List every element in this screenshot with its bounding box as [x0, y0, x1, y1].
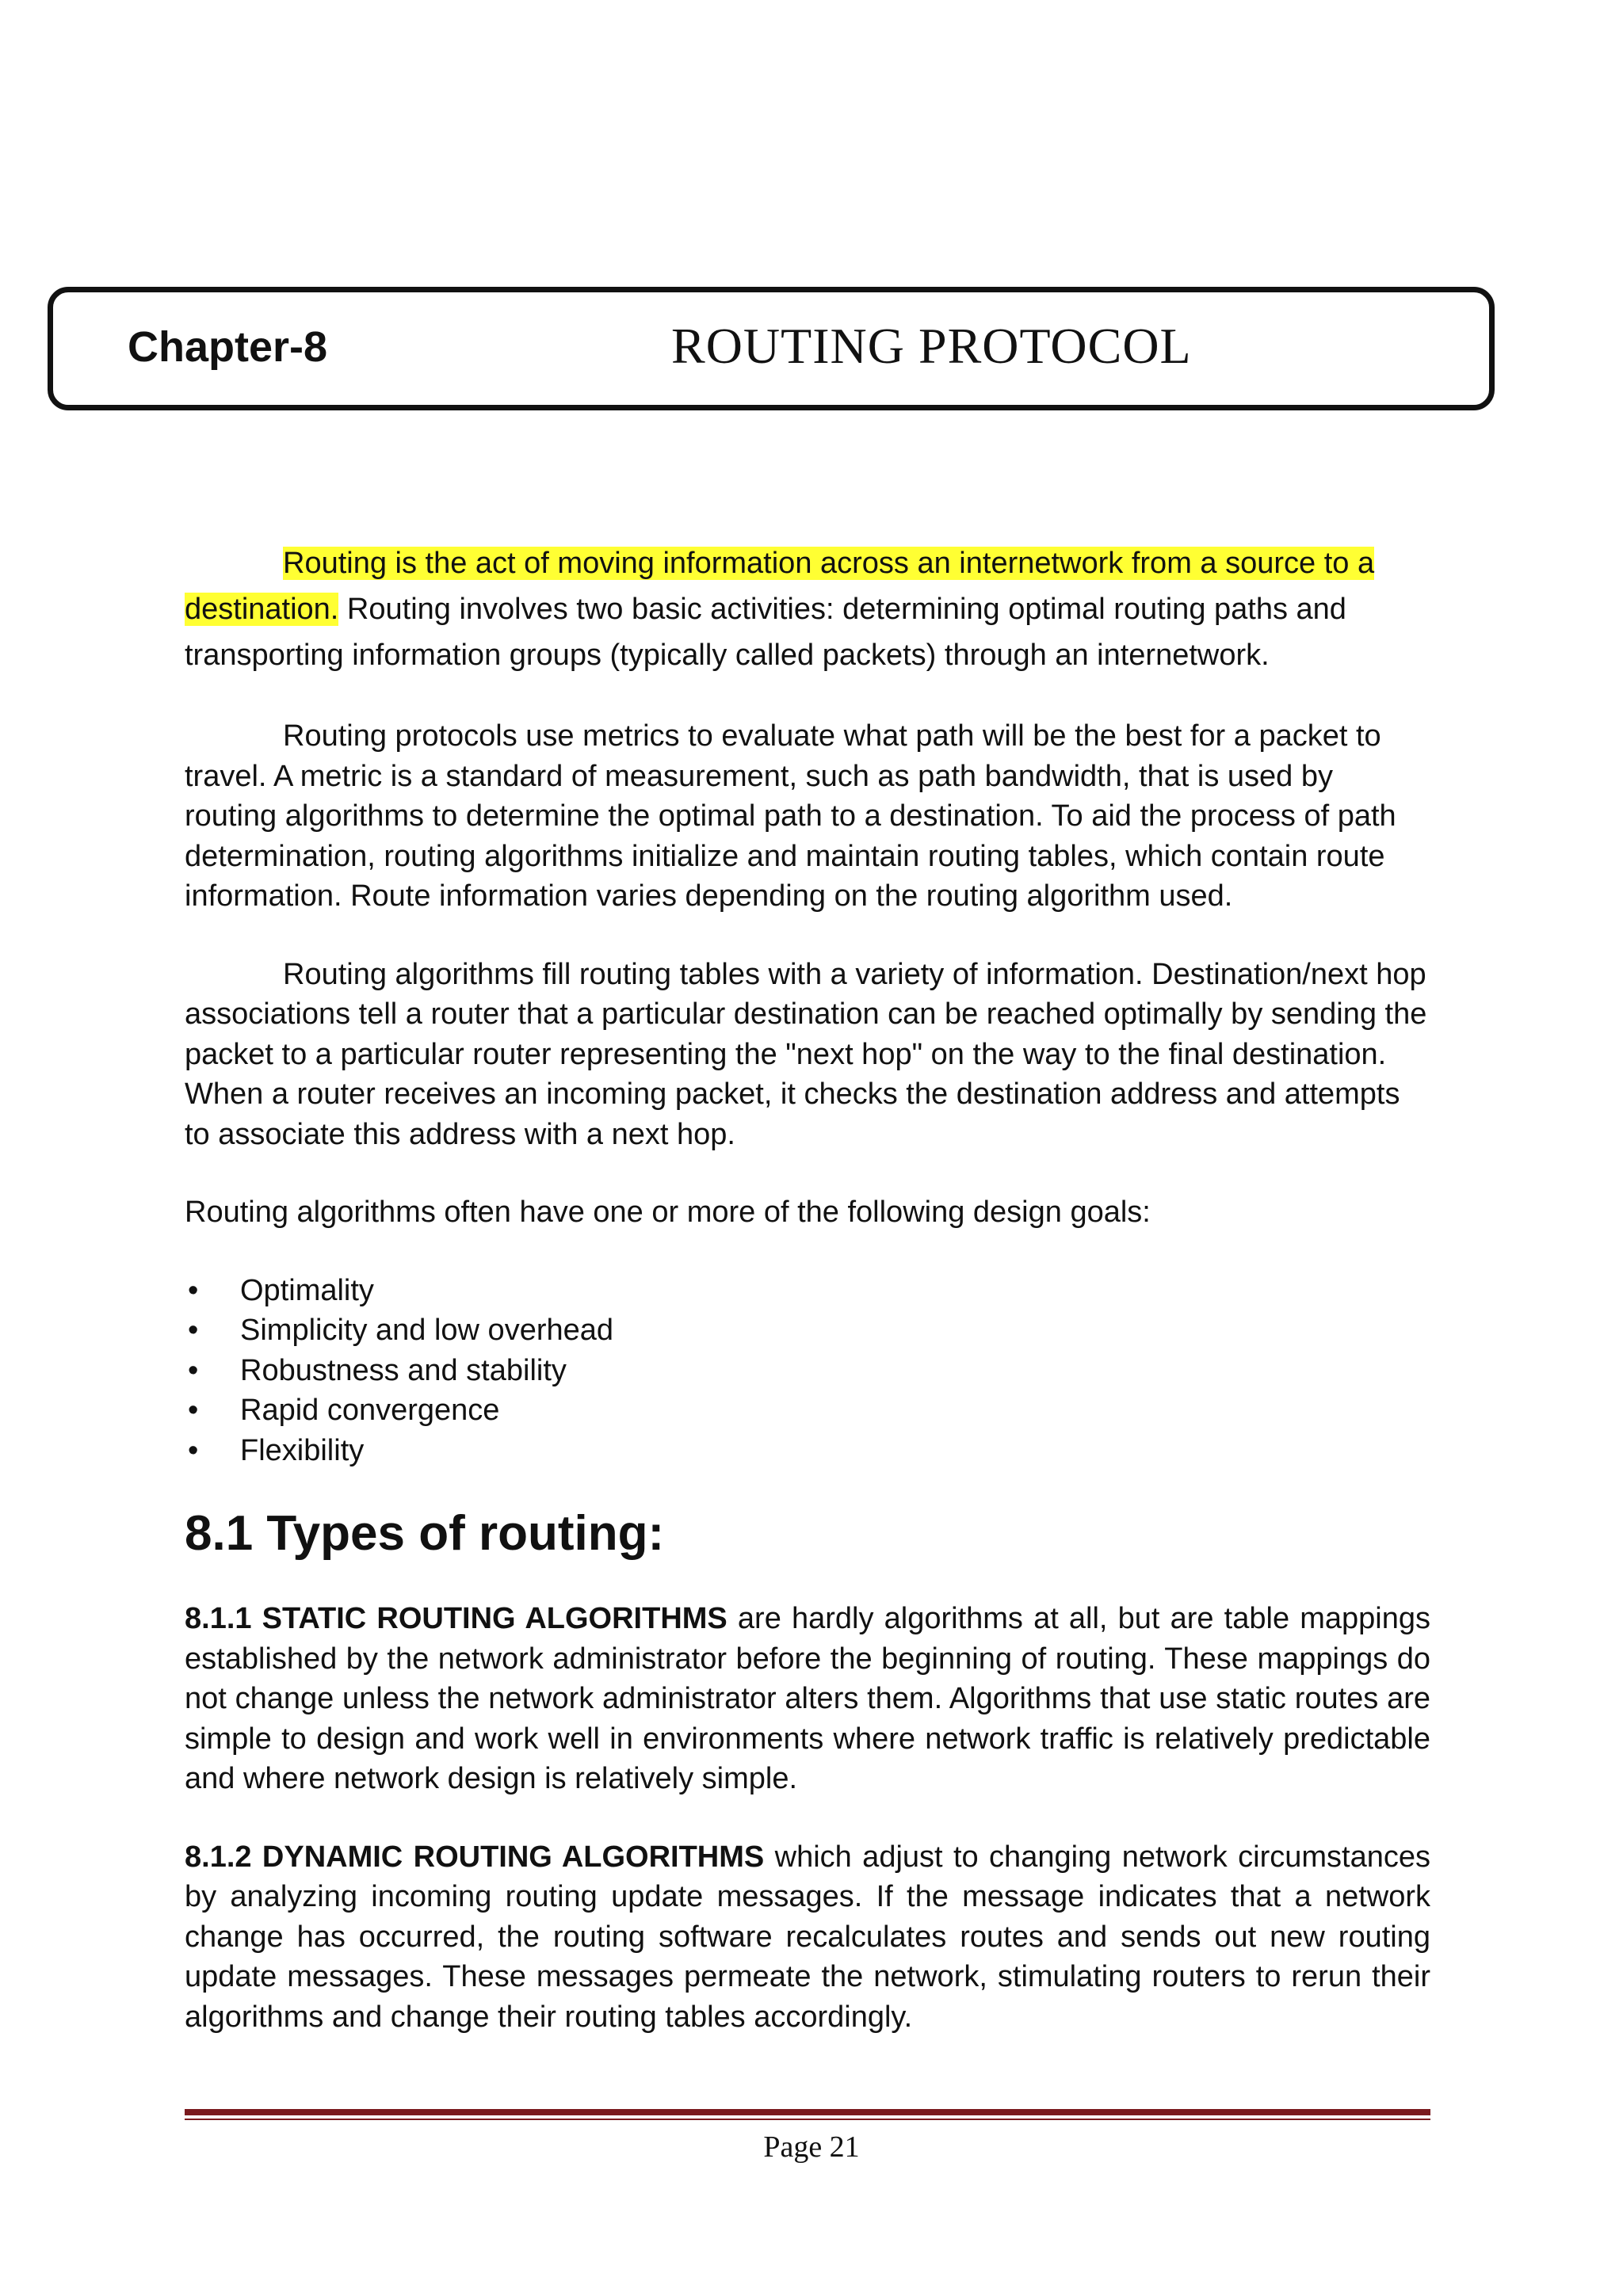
highlighted-definition: Routing is the act of moving information across an internetwork from a source to a destination.	[185, 547, 1375, 626]
document-body	[185, 540, 1430, 2075]
chapter-title: ROUTING PROTOCOL	[671, 318, 1192, 374]
design-goals-list	[185, 1271, 1430, 1471]
design-goals-intro: Routing algorithms often have one or more of the following design goals:	[185, 1196, 1151, 1229]
bullet-icon: •	[188, 1394, 199, 1427]
static-routing-paragraph: 8.1.1 STATIC ROUTING ALGORITHMS are hardly algorithms at all, but are table mappings established by the network administrator before the beginning of routing. These mappings do not change unless the network administrator alters them. Algorithms that use static routes are simple to design and work well in environments where network traffic is relatively predictable and where network design is relatively simple.	[185, 1602, 1430, 1795]
section-heading: 8.1 Types of routing:	[185, 1506, 665, 1561]
chapter-label: Chapter-8	[128, 323, 328, 371]
intro-rest: Routing involves two basic activities: determining optimal routing paths and transporting information groups (typically called packets) through an internetwork.	[185, 593, 1346, 672]
footer-rule-thick	[185, 2109, 1430, 2115]
list-item: • Simplicity and low overhead	[185, 1310, 1430, 1351]
metrics-paragraph: Routing protocols use metrics to evaluate what path will be the best for a packet to travel. A metric is a standard of measurement, such as path bandwidth, that is used by routing algorithms to determine the optimal path to a destination. To aid the process of path determination, routing algorithms initialize and maintain routing tables, which contain route information. Route information varies depending on the routing algorithm used.	[185, 719, 1396, 913]
chapter-header-box	[48, 287, 1495, 410]
bullet-icon: •	[188, 1314, 199, 1347]
dynamic-routing-paragraph: 8.1.2 DYNAMIC ROUTING ALGORITHMS which adjust to changing network circumstances by analyzing incoming routing update messages. If the message indicates that a network change has occurred, the routing software recalculates routes and sends out new routing update messages. These messages permeate the network, stimulating routers to rerun their algorithms and change their routing tables accordingly.	[185, 1840, 1430, 2034]
bullet-icon: •	[188, 1353, 199, 1387]
page-number: Page 21	[763, 2130, 860, 2164]
list-item: • Robustness and stability	[185, 1351, 1430, 1391]
routing-tables-paragraph: Routing algorithms fill routing tables with a variety of information. Destination/next hop associations tell a router that a particular destination can be reached optimally by sending the packet to a particular router representing the "next hop" on the way to the final destination. When a router receives an incoming packet, it checks the destination address and attempts to associate this address with a next hop.	[185, 957, 1427, 1151]
static-routing-term: 8.1.1 STATIC ROUTING ALGORITHMS	[185, 1602, 727, 1635]
bullet-icon: •	[188, 1433, 199, 1467]
list-item: • Flexibility	[185, 1431, 1430, 1471]
footer-rule-thin	[185, 2119, 1430, 2120]
list-item: • Rapid convergence	[185, 1390, 1430, 1431]
list-item: • Optimality	[185, 1271, 1430, 1311]
bullet-icon: •	[188, 1273, 199, 1307]
dynamic-routing-term: 8.1.2 DYNAMIC ROUTING ALGORITHMS	[185, 1840, 765, 1874]
intro-paragraph	[185, 540, 1430, 678]
